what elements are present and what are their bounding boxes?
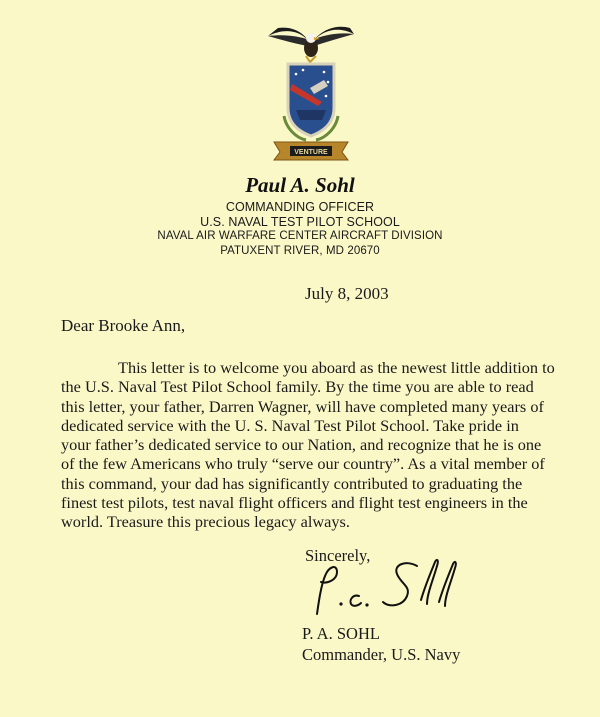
body-line: your father’s dedicated service to our Nation, and recognize that he is one: [61, 435, 542, 455]
closing: Sincerely,: [305, 546, 371, 565]
body-line: of the few Americans who truly “serve our country”. As a vital member of: [61, 454, 545, 474]
handwritten-signature: [303, 552, 483, 620]
body-line: finest test pilots, test naval flight officers and flight test engineers in the: [61, 493, 528, 513]
body-line: This letter is to welcome you aboard as the newest little addition to: [118, 358, 555, 377]
signatory-name: P. A. SOHL: [302, 624, 380, 643]
body-line: the U.S. Naval Test Pilot School family. By the time you are able to read: [61, 377, 534, 397]
body-line: dedicated service with the U. S. Naval Test Pilot School. Take pride in: [61, 415, 519, 435]
crest-icon: [266, 24, 356, 162]
salutation: Dear Brooke Ann,: [61, 316, 186, 335]
sender-name: Paul A. Sohl: [245, 173, 355, 197]
signatory-title: Commander, U.S. Navy: [302, 645, 461, 664]
body-line: this command, your dad has significantly contributed to graduating the: [61, 473, 523, 493]
division-name: NAVAL AIR WARFARE CENTER AIRCRAFT DIVISION: [157, 230, 443, 242]
body-line: world. Treasure this precious legacy always.: [61, 512, 350, 532]
address-line: PATUXENT RIVER, MD 20670: [220, 245, 380, 257]
sender-title: COMMANDING OFFICER: [225, 200, 375, 214]
svg-text:VENTURE: VENTURE: [294, 149, 328, 156]
letter-body: [61, 358, 555, 532]
organization-name: U.S. NAVAL TEST PILOT SCHOOL: [200, 215, 400, 229]
letter-date: July 8, 2003: [305, 284, 389, 303]
body-line: this letter, your father, Darren Wagner, will have completed many years of: [61, 396, 544, 416]
